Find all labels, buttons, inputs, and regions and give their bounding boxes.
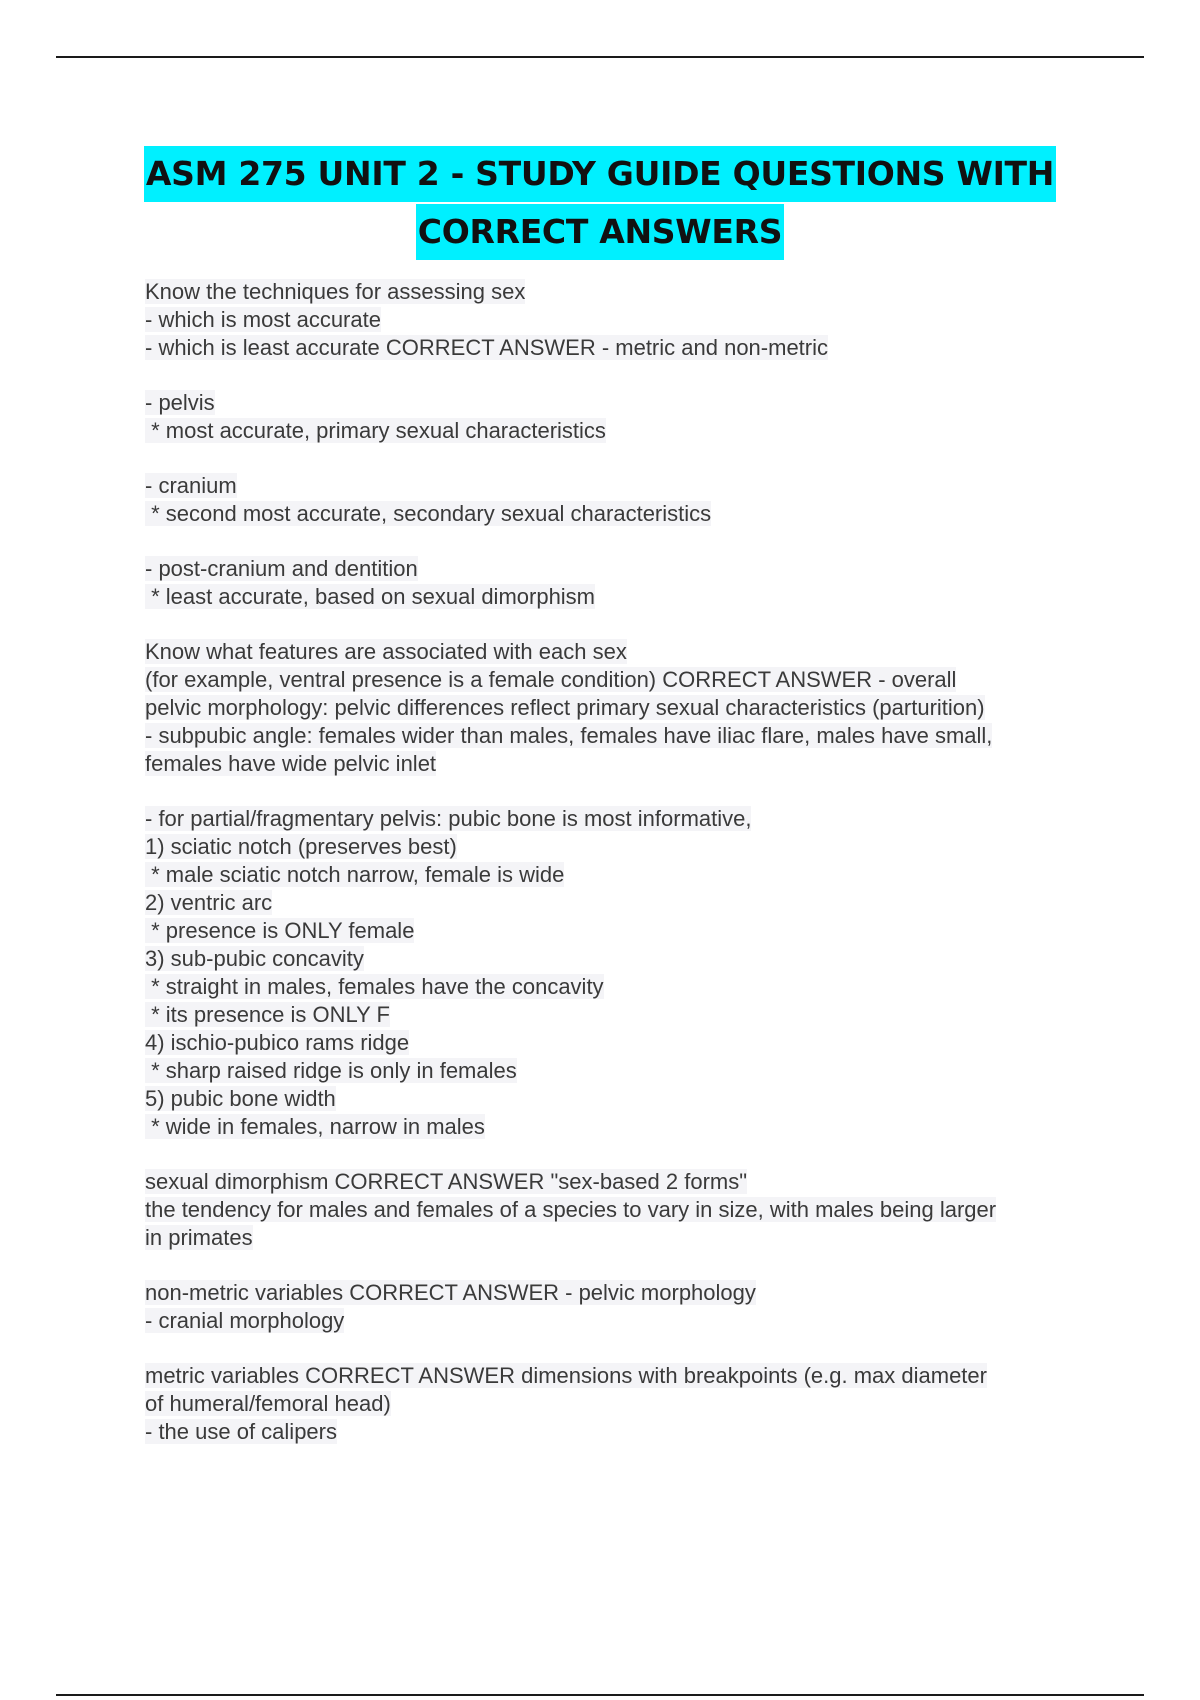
text-line-content: females have wide pelvic inlet	[145, 751, 437, 776]
text-line-content: Know what features are associated with each sex	[145, 639, 627, 664]
qa-block	[145, 805, 1105, 1141]
text-line-content: - which is most accurate	[145, 307, 381, 332]
title-line-2: CORRECT ANSWERS	[416, 204, 784, 260]
text-line	[145, 278, 1105, 306]
text-line	[145, 1085, 1105, 1113]
text-line-content: non-metric variables CORRECT ANSWER - pelvic morphology	[145, 1280, 756, 1305]
text-line	[145, 1113, 1105, 1141]
text-line	[145, 1307, 1105, 1335]
qa-block	[145, 1168, 1105, 1252]
text-line	[145, 917, 1105, 945]
text-line	[145, 945, 1105, 973]
text-line	[145, 1168, 1105, 1196]
text-line-content: Know the techniques for assessing sex	[145, 279, 526, 304]
qa-block	[145, 389, 1105, 445]
text-line-content: - cranial morphology	[145, 1308, 345, 1333]
text-line	[145, 1390, 1105, 1418]
text-line	[145, 1279, 1105, 1307]
text-line	[145, 306, 1105, 334]
text-line-content: sexual dimorphism CORRECT ANSWER "sex-based 2 forms"	[145, 1169, 748, 1194]
text-line	[145, 555, 1105, 583]
text-line	[145, 1001, 1105, 1029]
text-line	[145, 417, 1105, 445]
text-line-content: * presence is ONLY female	[145, 918, 415, 943]
top-rule	[56, 56, 1144, 58]
text-line-content: * sharp raised ridge is only in females	[145, 1058, 517, 1083]
bottom-rule	[56, 1694, 1144, 1696]
text-line-content: the tendency for males and females of a species to vary in size, with males being larger	[145, 1197, 997, 1222]
text-line-content: * least accurate, based on sexual dimorphism	[145, 584, 596, 609]
text-line	[145, 334, 1105, 362]
text-line-content: - subpubic angle: females wider than males, females have iliac flare, males have small,	[145, 723, 993, 748]
text-line-content: in primates	[145, 1225, 253, 1250]
text-line-content: - pelvis	[145, 390, 215, 415]
text-line-content: (for example, ventral presence is a female condition) CORRECT ANSWER - overall	[145, 667, 957, 692]
text-line-content: * its presence is ONLY F	[145, 1002, 390, 1027]
text-line-content: * male sciatic notch narrow, female is wide	[145, 862, 565, 887]
text-line-content: * wide in females, narrow in males	[145, 1114, 485, 1139]
qa-block	[145, 638, 1105, 778]
text-line-content: - post-cranium and dentition	[145, 556, 418, 581]
text-line	[145, 389, 1105, 417]
text-line	[145, 833, 1105, 861]
text-line	[145, 1057, 1105, 1085]
text-line-content: * straight in males, females have the concavity	[145, 974, 604, 999]
text-line	[145, 1196, 1105, 1224]
text-line	[145, 889, 1105, 917]
text-line	[145, 1029, 1105, 1057]
text-line	[145, 1418, 1105, 1446]
text-line-content: 1) sciatic notch (preserves best)	[145, 834, 457, 859]
text-line	[145, 500, 1105, 528]
text-line	[145, 805, 1105, 833]
text-line-content: 2) ventric arc	[145, 890, 273, 915]
text-line	[145, 973, 1105, 1001]
text-line	[145, 638, 1105, 666]
text-line-content: metric variables CORRECT ANSWER dimensions with breakpoints (e.g. max diameter	[145, 1363, 987, 1388]
text-line	[145, 1362, 1105, 1390]
text-line	[145, 666, 1105, 694]
document-body	[145, 278, 1105, 1473]
text-line-content: - cranium	[145, 473, 237, 498]
text-line-content: - which is least accurate CORRECT ANSWER - metric and non-metric	[145, 335, 828, 360]
text-line-content: 5) pubic bone width	[145, 1086, 336, 1111]
text-line	[145, 472, 1105, 500]
qa-block	[145, 1279, 1105, 1335]
text-line-content: - for partial/fragmentary pelvis: pubic bone is most informative,	[145, 806, 752, 831]
text-line-content: * second most accurate, secondary sexual characteristics	[145, 501, 712, 526]
title-line-1: ASM 275 UNIT 2 - STUDY GUIDE QUESTIONS WITH	[144, 146, 1056, 202]
text-line	[145, 722, 1105, 750]
text-line-content: 4) ischio-pubico rams ridge	[145, 1030, 410, 1055]
text-line	[145, 861, 1105, 889]
qa-block	[145, 278, 1105, 362]
text-line-content: * most accurate, primary sexual characteristics	[145, 418, 606, 443]
qa-block	[145, 472, 1105, 528]
text-line-content: pelvic morphology: pelvic differences reflect primary sexual characteristics (parturition)	[145, 695, 985, 720]
text-line-content: 3) sub-pubic concavity	[145, 946, 364, 971]
text-line-content: of humeral/femoral head)	[145, 1391, 391, 1416]
text-line	[145, 1224, 1105, 1252]
qa-block	[145, 555, 1105, 611]
text-line	[145, 750, 1105, 778]
document-title	[100, 146, 1100, 262]
qa-block	[145, 1362, 1105, 1446]
text-line	[145, 583, 1105, 611]
text-line-content: - the use of calipers	[145, 1419, 337, 1444]
text-line	[145, 694, 1105, 722]
